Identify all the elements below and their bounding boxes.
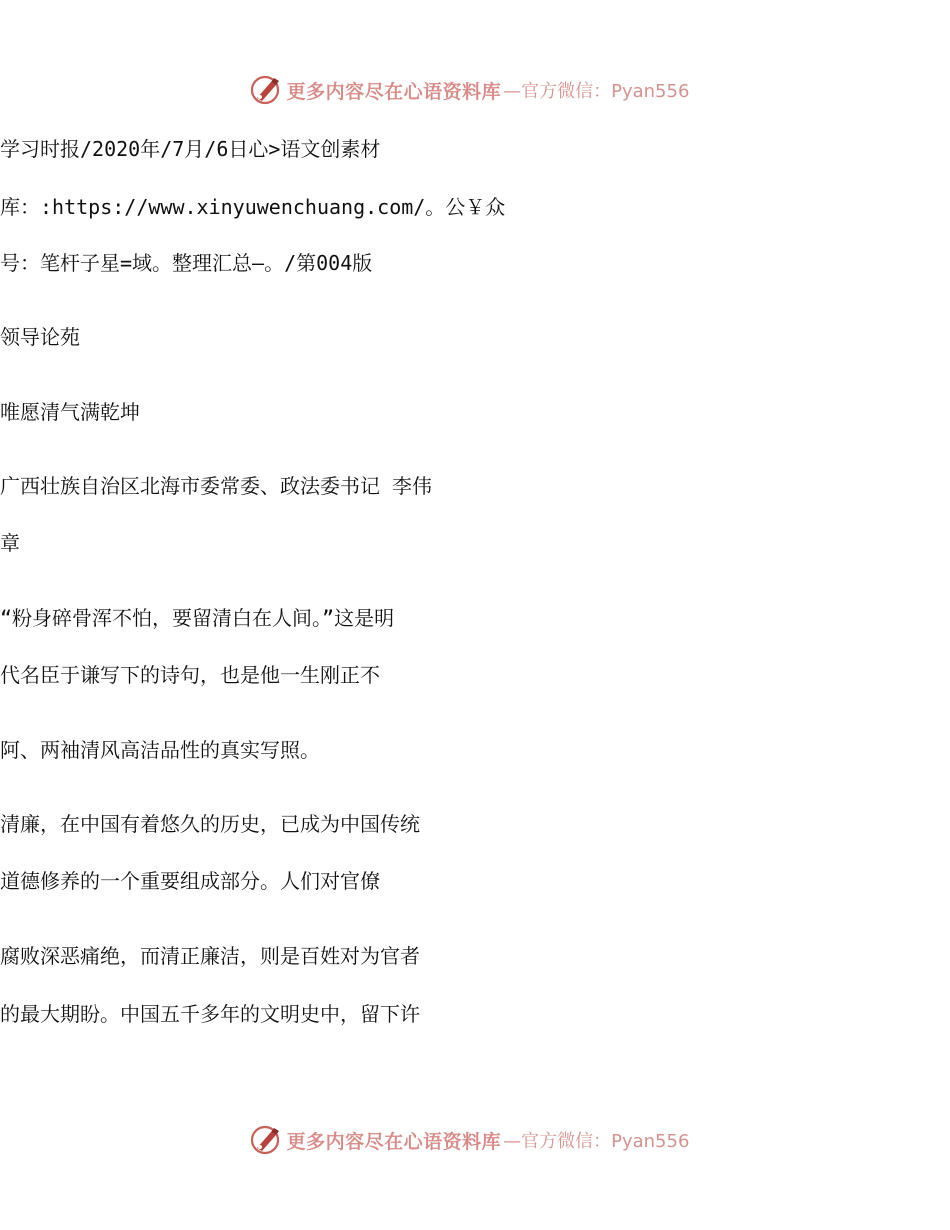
banner-wechat-text: —官方微信：Pyan556	[503, 1131, 690, 1152]
paragraph-line: 阿、两袖清风高洁品性的真实写照。	[0, 738, 320, 762]
article-title: 唯愿清气满乾坤	[0, 400, 140, 424]
text-line-2: 库：:https://www.xinyuwenchuang.com/。公￥众	[0, 195, 506, 219]
paragraph-line: 道德修养的一个重要组成部分。人们对官僚	[0, 869, 380, 893]
paragraph-line: 代名臣于谦写下的诗句，也是他一生刚正不	[0, 663, 380, 687]
text-line-3: 号：笔杆子星=域。整理汇总—。/第004版	[0, 251, 373, 275]
section-label: 领导论苑	[0, 325, 80, 349]
paragraph-line: 清廉，在中国有着悠久的历史，已成为中国传统	[0, 812, 420, 836]
banner-main-text: 更多内容尽在心语资料库	[286, 1130, 502, 1153]
author-line: 广西壮族自治区北海市委常委、政法委书记 李伟	[0, 474, 433, 498]
paragraph-line: “粉身碎骨浑不怕，要留清白在人间。”这是明	[0, 606, 395, 630]
footer-watermark-banner	[0, 1120, 950, 1160]
banner-main-text: 更多内容尽在心语资料库	[286, 80, 502, 103]
paragraph-line: 腐败深恶痛绝，而清正廉洁，则是百姓对为官者	[0, 944, 420, 968]
paragraph-line: 的最大期盼。中国五千多年的文明史中，留下许	[0, 1002, 420, 1026]
banner-wechat-text: —官方微信：Pyan556	[503, 81, 690, 102]
pen-logo-icon	[249, 1123, 283, 1157]
text-line-1: 学习时报/2020年/7月/6日心>语文创素材	[0, 137, 381, 161]
author-line-cont: 章	[0, 531, 20, 555]
